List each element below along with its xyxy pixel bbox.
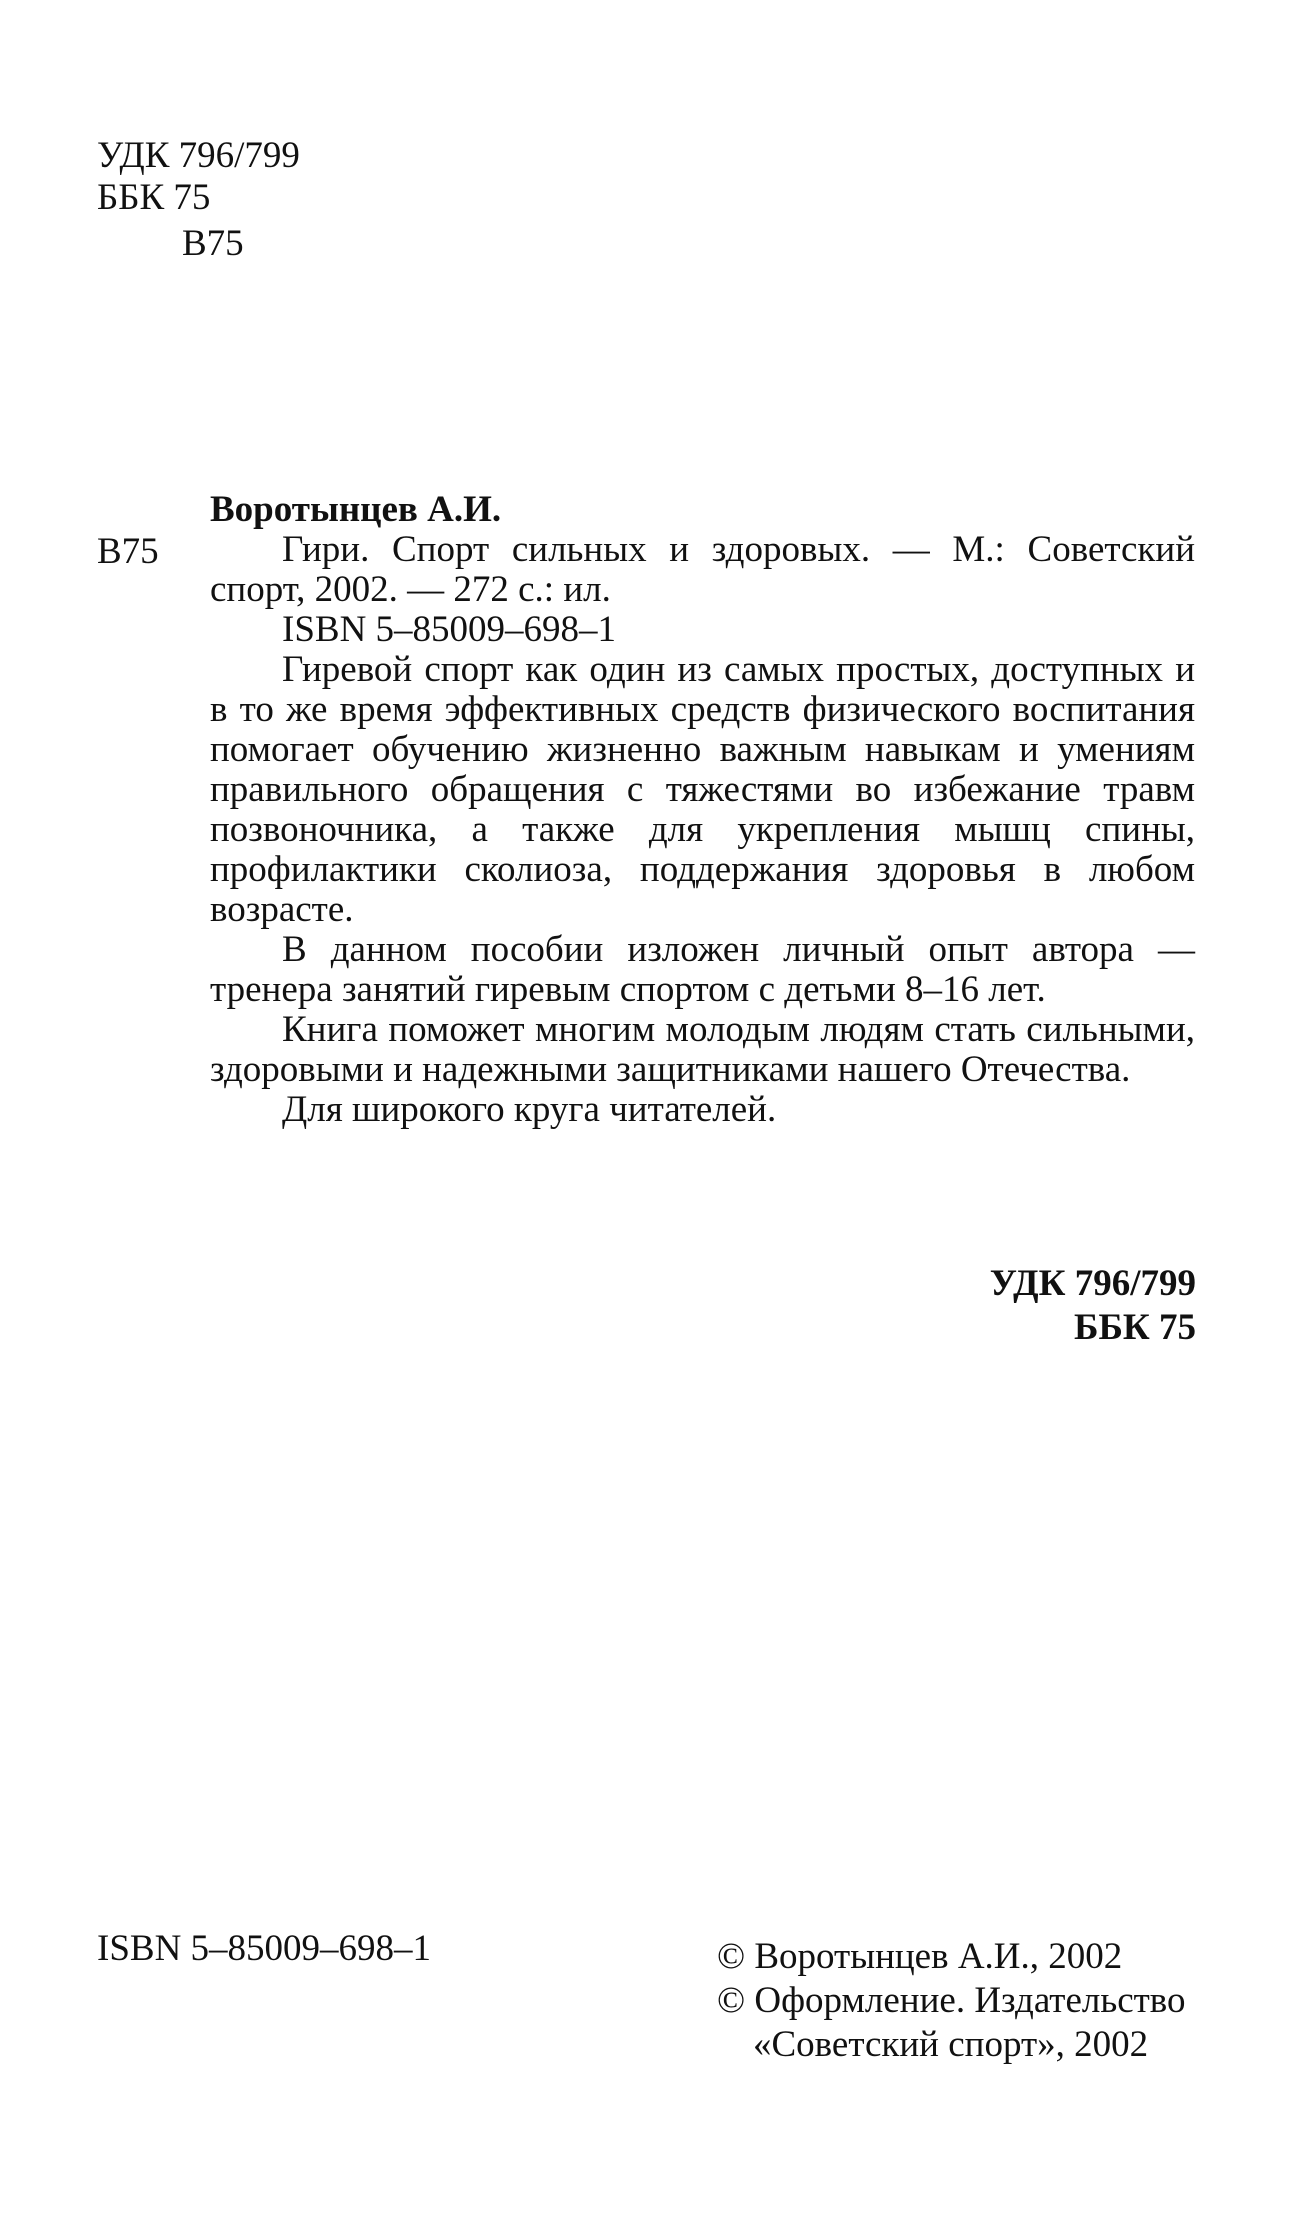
author-mark-card: В75 xyxy=(97,531,159,572)
bibliographic-description: Гири. Спорт сильных и здоровых. — М.: Советский спорт, 2002. — 272 с.: ил. xyxy=(210,529,1195,610)
author-mark-top: В75 xyxy=(182,223,244,264)
copyright-author: © Воротынцев А.И., 2002 xyxy=(717,1936,1123,1977)
bbk-code-right: ББК 75 xyxy=(1073,1307,1196,1348)
copyright-design: © Оформление. Издательство xyxy=(717,1980,1186,2021)
udk-code-right: УДК 796/799 xyxy=(989,1263,1196,1304)
annotation-paragraph: Книга поможет многим молодым людям стать сильными, здоровыми и надежными защитниками нашего Отечества. xyxy=(210,1009,1195,1090)
annotation-paragraph: Для широкого круга читателей. xyxy=(282,1089,777,1130)
author-name: Воротынцев А.И. xyxy=(210,489,502,530)
annotation-paragraph: Гиревой спорт как один из самых простых, доступных и в то же время эффективных средств физического воспитания помогает обучению жизненно важным навыкам и умениям правильного обращения с тяжестями во избежание травм позвоночника, а также для укрепления мышц спины, профилактики сколиоза, поддержания здоровья в любом возрасте. xyxy=(210,649,1195,930)
bbk-code-top: ББК 75 xyxy=(97,177,211,218)
isbn-card: ISBN 5–85009–698–1 xyxy=(282,609,617,650)
copyright-block xyxy=(717,1935,1186,2067)
udk-code-top: УДК 796/799 xyxy=(97,135,300,176)
copyright-publisher: «Советский спорт», 2002 xyxy=(753,2024,1149,2065)
annotation-paragraph: В данном пособии изложен личный опыт автора — тренера занятий гиревым спортом с детьми 8–16 лет. xyxy=(210,929,1195,1010)
catalog-card-body xyxy=(210,530,1195,1130)
isbn-footer: ISBN 5–85009–698–1 xyxy=(97,1928,432,1969)
